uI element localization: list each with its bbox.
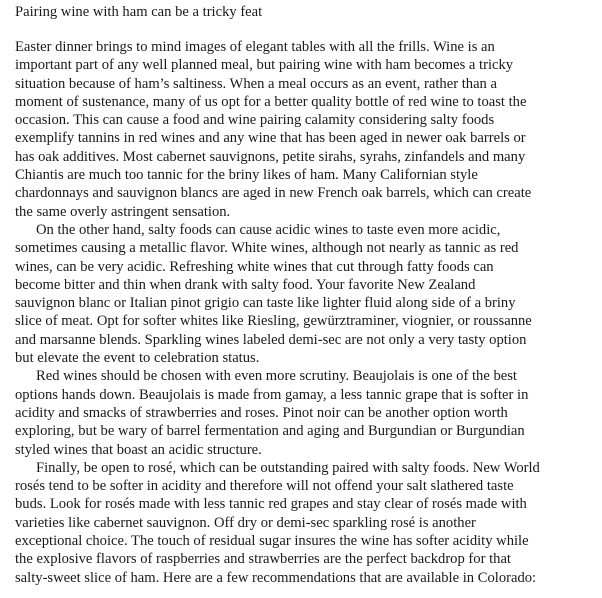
body-line: but elevate the event to celebration status. <box>15 350 260 367</box>
body-line: rosés tend to be softer in acidity and therefore will not offend your salt slathered taste <box>15 478 514 495</box>
body-line: chardonnays and sauvignon blancs are aged in new French oak barrels, which can create <box>15 185 532 202</box>
body-line: salty-sweet slice of ham. Here are a few recommendations that are available in Colorado: <box>15 569 537 586</box>
body-line: the explosive flavors of raspberries and strawberries are the perfect backdrop for that <box>15 551 511 568</box>
article-body <box>15 38 600 587</box>
body-line: moment of sustenance, many of us opt for a better quality bottle of red wine to toast the <box>15 93 527 110</box>
body-line: sauvignon blanc or Italian pinot grigio can taste like lighter fluid along side of a briny <box>15 295 516 312</box>
body-line: Red wines should be chosen with even more scrutiny. Beaujolais is one of the best <box>36 368 517 385</box>
body-line: has oak additives. Most cabernet sauvignons, petite sirahs, syrahs, zinfandels and many <box>15 148 526 165</box>
article-title: Pairing wine with ham can be a tricky feat <box>15 4 263 20</box>
body-line: options hands down. Beaujolais is made from gamay, a less tannic grape that is softer in <box>15 386 529 403</box>
body-line: Easter dinner brings to mind images of elegant tables with all the frills. Wine is an <box>15 39 495 55</box>
body-line: sometimes causing a metallic flavor. White wines, although not nearly as tannic as red <box>15 240 519 257</box>
body-line: important part of any well planned meal, but pairing wine with ham becomes a tricky <box>15 57 514 74</box>
body-line: the same overly astringent sensation. <box>15 203 231 220</box>
body-line: Chiantis are much too tannic for the briny likes of ham. Many Californian style <box>15 167 478 184</box>
body-line: situation because of ham’s saltiness. When a meal occurs as an event, rather than a <box>15 75 497 92</box>
body-line: buds. Look for rosés made with less tannic red grapes and stay clear of rosés made with <box>15 496 527 513</box>
body-line: acidity and smacks of strawberries and roses. Pinot noir can be another option worth <box>15 404 508 421</box>
body-line: On the other hand, salty foods can cause acidic wines to taste even more acidic, <box>36 221 501 238</box>
body-line: exploring, but be wary of barrel fermentation and aging and Burgundian or Burgundian <box>15 423 525 440</box>
body-line: styled wines that boast an acidic structure. <box>15 441 262 458</box>
body-line: wines, can be very acidic. Refreshing white wines that cut through fatty foods can <box>15 258 494 275</box>
body-line: become bitter and thin when drank with salty food. Your favorite New Zealand <box>15 276 476 293</box>
body-line: exceptional choice. The touch of residual sugar insures the wine has softer acidity while <box>15 533 529 550</box>
body-line: and marsanne blends. Sparkling wines labeled demi-sec are not only a very tasty option <box>15 331 527 348</box>
body-line: slice of meat. Opt for softer whites like Riesling, gewürztraminer, viognier, or roussanne <box>15 313 532 330</box>
body-line: Finally, be open to rosé, which can be outstanding paired with salty foods. New World <box>36 459 540 476</box>
body-line: varieties like cabernet sauvignon. Off dry or demi-sec sparkling rosé is another <box>15 514 476 531</box>
body-line: occasion. This can cause a food and wine pairing calamity considering salty foods <box>15 112 495 129</box>
body-line: exemplify tannins in red wines and any wine that has been aged in newer oak barrels or <box>15 130 526 147</box>
